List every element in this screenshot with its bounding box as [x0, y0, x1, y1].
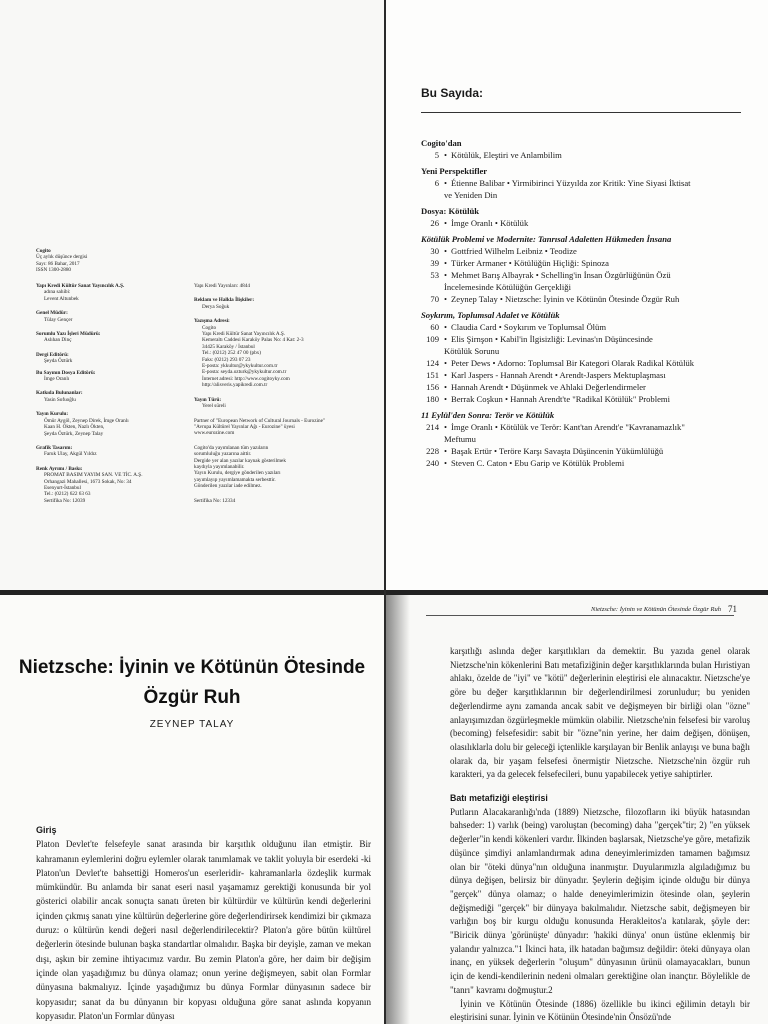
bullet-icon: •: [444, 322, 448, 332]
bullet-icon: •: [444, 458, 448, 468]
imprint-editor: Dergi Editörü: Şeyda Öztürk: [36, 351, 73, 365]
bullet-icon: •: [444, 394, 448, 404]
bullet-icon: •: [444, 294, 448, 304]
contents-section-heading: Cogito'dan: [421, 138, 462, 148]
imprint-board: Yayın Kurulu: Ömür Aygöl, Zeynep Direk, İmge Oranlı Kaan H. Ökten, Nazlı Ökten, Şeyda Öztürk, Zeynep Talay: [36, 411, 129, 437]
article-page-71: [386, 595, 768, 1024]
contents-page-number: 180: [426, 394, 439, 404]
page-gutter-shadow: [386, 595, 410, 1024]
contents-entry: [421, 393, 751, 405]
imprint-managing-editor: Sorumlu Yazı İşleri Müdürü: Aslıhan Dinç: [36, 331, 101, 344]
imprint-eurozine: Partner of "European Network of Cultural Journals - Eurozine" "Avrupa Kültürel Yayınlar Ağı - Eurozine" üyesi www.eurozine.com: [194, 417, 326, 437]
contents-page-number: 109: [426, 334, 439, 344]
page71-body: [450, 645, 750, 1024]
contents-entry-text: Steven C. Caton • Ebu Garip ve Kötülük Problemi: [451, 458, 625, 468]
contents-entry-text: İmge Oranlı • Kötülük: [451, 218, 529, 228]
contents-page-number: 156: [426, 382, 439, 392]
article-title-line2: Özgür Ruh: [143, 687, 241, 708]
bullet-icon: •: [444, 258, 448, 268]
imprint-owner: Yapı Kredi Kültür Sanat Yayıncılık A.Ş. adına sahibi: Levent Altunbek: [36, 283, 125, 302]
contents-page-number: 228: [426, 446, 439, 456]
imprint-publication-type: Yayın Türü: Yerel süreli: [194, 396, 226, 410]
paragraph: İyinin ve Kötünün Ötesinde (1886) özellikle bu ikinci eğilimin detaylı bir eleştirisini sunar. İyinin ve Kötünün Ötesinde'nin Önsözü'nde: [450, 998, 750, 1023]
bullet-icon: •: [444, 178, 448, 188]
journal-name: Cogito: [36, 248, 51, 254]
contents-entry: [421, 445, 751, 457]
contents-page-number: 39: [430, 258, 439, 268]
contents-entry: [421, 217, 751, 229]
contents-entry-text: Elis Şirnşon • Kabil'in İlgisizliği: Levinas'ın Düşüncesinde: [451, 334, 653, 344]
contents-section-heading: 11 Eylül'den Sonra: Terör ve Kötülük: [421, 410, 555, 420]
contents-entry-text: Türker Armaner • Kötülüğün Hiçliği: Spinoza: [451, 258, 609, 268]
bullet-icon: •: [444, 446, 448, 456]
intro-heading: Giriş: [36, 825, 57, 835]
contents-entry-text: Başak Ertür • Teröre Karşı Savaşta Düşüncenin Yükümlülüğü: [451, 446, 664, 456]
article-title-line1: Nietzsche: İyinin ve Kötünün Ötesinde: [18, 657, 366, 678]
contents-page-number: 240: [426, 458, 439, 468]
bullet-icon: •: [444, 358, 448, 368]
imprint-design: Grafik Tasarım: Faruk Ulay, Akgül Yıldız: [36, 444, 97, 458]
contents-entry-text: Berrak Coşkun • Hannah Arendt'te "Radikal Kötülük" Problemi: [451, 394, 670, 404]
contents-entry: [421, 177, 751, 189]
contents-section-heading: Kötülük Problemi ve Modernite: Tanrısal Adaletten Hükmeden İnsana: [421, 234, 672, 244]
contents-section-heading: Soykırım, Toplumsal Adalet ve Kötülük: [421, 310, 560, 320]
page-number: 71: [728, 604, 737, 614]
paragraph: karşıtlığı aslında değer karşıtlıkları da demektir. Bu yazıda genel olarak Nietzsche'nin kökenlerini Batı metafiziğinin değer karşıtlıklarında bulan Hıristiyan ahlakı, özelde de "iyi" ve "kötü" değerlerinin eleştirisi ele alınacaktır. Nietzsche'ye göre bu değer karşıtlıklarının bir değerlendirilmesi zorunludur; bu yeniden değerlendirme aynı zamanda ancak sabit ve değişmeyen bir birliği olan "özne" anlayışımızdan özgürleşmekle mümkün olabilir. Nietzsche'nin felsefesi bir varoluş (becoming) felsefesidir: sabit bir "özne"nin yerine, her daim değişen, dönüşen, olasılıklarla dolu bir geleceği içtenlikle karşılayan bir Benlik anlayışı ve buna bağlı olarak da, bir yaşam felsefesi önermiştir Nietzsche. Nietzsche'nin özgür ruh karakteri, ya da gelecek felsefecileri, bunu yapabilecek yetiye sahiptirler.: [450, 646, 750, 780]
contents-entry-continuation: Kötülük Sorunu: [444, 346, 500, 356]
contents-entry-text: Mehmet Barış Albayrak • Schelling'in İnsan Özgürlüğünün Özü: [451, 270, 671, 280]
contents-entry-continuation: ve Yeniden Din: [444, 190, 498, 200]
contents-entry: [421, 245, 751, 257]
imprint-left-column: [36, 283, 186, 512]
article-intro: [36, 823, 371, 1023]
contents-page-number: 124: [426, 358, 439, 368]
contents-entry-text: İmge Oranlı • Kötülük ve Terör: Kant'tan Arendt'e "Kavranamazlık": [451, 422, 685, 432]
contents-page-number: 151: [426, 370, 439, 380]
contents-entry-text: Zeynep Talay • Nietzsche: İyinin ve Kötünün Ötesinde Özgür Ruh: [451, 294, 680, 304]
contents-entry-text: Hannah Arendt • Düşünmek ve Ahlaki Değerlendirmeler: [451, 382, 646, 392]
contents-section-heading: Yeni Perspektifler: [421, 166, 488, 176]
contents-entry: [421, 257, 751, 269]
bullet-icon: •: [444, 246, 448, 256]
contents-entry: [421, 149, 751, 161]
contents-entry-continuation: Meftumu: [444, 434, 476, 444]
contents-page: [386, 0, 768, 590]
imprint-certificate: Sertifika No: 12334: [194, 497, 236, 504]
running-head: Nietzsche: İyinin ve Kötünün Ötesinde Özgür Ruh: [591, 606, 721, 613]
contents-entry: [421, 357, 751, 369]
bullet-icon: •: [444, 150, 448, 160]
spread-divider-vertical: [384, 0, 386, 1024]
imprint-printing: Renk Ayrımı / Baskı: PROMAT BASIM YAYIM SAN. VE TİC. A.Ş. Orhangazi Mahallesi, 1673 Sokak, No: 34 Esenyurt-İstanbul Tel.: (0212) 622 63 63 Sertifika No: 12039: [36, 465, 143, 504]
imprint-publication-no: Yapı Kredi Yayınları: 4844: [194, 283, 250, 289]
contents-page-number: 6: [434, 178, 439, 188]
contents-page-number: 70: [430, 294, 439, 304]
paragraph: Putların Alacakaranlığı'nda (1889) Nietzsche, filozofların iki büyük hatasından bahseder: 1) varlık (being) varoluştan (becoming) daha "gerçek"tir; 2) "en yüksek değerler"in kendi kökenleri vardır. İlkinden başlarsak, Nietzsche'ye göre, metafizik düşünce şimdiyi anlamlandırmak adına deneyimlerimizden tamamen bağımsız olan bir "öteki dünya"nın olduğuna inanmıştır. Duyularımızla algıladığımız bu dünya değişen, belirsiz bir dünyadır. Şeylerin değişim içinde olduğu bir dünya "gerçek" dünya olamaz; o halde deneyimlerimizin ötesinde olan, şeylerin değişmediği "gerçek" bir dünyaya bakılmalıdır. Nietzsche sabit, değişmeyen bir varlığın boş bir kurgu olduğu konusunda Herakleitos'a katılarak, şöyle der: "Biricik dünya 'görünüşte' dünyadır: 'hakiki dünya' onun üstüne eklenmiş bir yalandır yalnızca."1 İkinci hata, ilk hatadan bağımsız değildir: öteki dünyaya olan inanç, en yüksek değerlerin "oluşum" dünyasının ürünü olamayacakları, bunun için de kendi-kendilerinin nedeni olmaları gerektiğine olan inançtır. Böylelikle de "tanrı" kavramı doğmuştur.2: [450, 806, 750, 995]
imprint-advertising: Reklam ve Halkla İlişkiler: Derya Soğuk: [194, 297, 255, 310]
contents-list: [421, 133, 751, 469]
bullet-icon: •: [444, 334, 448, 344]
imprint-address: Yazışma Adresi: Cogito Yapı Kredi Kültür Sanat Yayıncılık A.Ş. Kemeraltı Caddesi Karaköy Palas No: 4 Kat: 2-3 34425 Karaköy / İstanbul Tel.: (0212) 252 47 00 (pbx) Faks: (0212) 293 07 23 E-posta: ykkultur@ykykultur.com.tr E-posta: seyda.ozturk@ykykultur.com.tr İnternet adresi: http://www.cogitoyky.com http://alisveris.yapikredi.com.tr: [194, 318, 304, 389]
running-head-rule: [426, 615, 734, 616]
contents-page-number: 30: [430, 246, 439, 256]
contents-entry-text: Étienne Balibar • Yirmibirinci Yüzyılda zor Kritik: Yine Siyasi İktisat: [451, 178, 691, 188]
contents-entry: [421, 421, 751, 433]
contents-entry: [421, 321, 751, 333]
contents-title: Bu Sayıda:: [421, 86, 484, 100]
journal-info: Cogito Üç aylık düşünce dergisi Sayı: 86 Bahar, 2017 ISSN 1300-2880: [36, 248, 186, 274]
contents-page-number: 53: [430, 270, 439, 280]
bullet-icon: •: [444, 218, 448, 228]
contents-entry: [421, 333, 751, 345]
bullet-icon: •: [444, 270, 448, 280]
article-opening-page: [0, 595, 384, 1024]
bullet-icon: •: [444, 382, 448, 392]
contents-page-number: 5: [434, 150, 439, 160]
contents-entry: [421, 293, 751, 305]
bullet-icon: •: [444, 370, 448, 380]
contents-entry-text: Kötülük, Eleştiri ve Anlambilim: [451, 150, 562, 160]
imprint-general-manager: Genel Müdür: Tülay Gençer: [36, 310, 73, 323]
section-heading: Batı metafiziği eleştirisi: [450, 793, 548, 804]
imprint-contributors: Katkıda Bulunanlar: Yasin Sofuoğlu: [36, 390, 83, 403]
contents-entry-text: Claudia Card • Soykırım ve Toplumsal Ölüm: [451, 322, 607, 332]
contents-entry-text: Gottfried Wilhelm Leibniz • Teodize: [451, 246, 577, 256]
contents-entry-text: Karl Jaspers - Hannah Arendt • Arendt-Jaspers Mektuplaşması: [451, 370, 666, 380]
imprint-dossier-editor: Bu Sayının Dosya Editörü: İmge Oranlı: [36, 369, 96, 383]
bullet-icon: •: [444, 422, 448, 432]
contents-page-number: 214: [426, 422, 439, 432]
intro-paragraph: Platon Devlet'te felsefeyle sanat arasında bir karşıtlık olduğunu ilan etmiştir. Bir kahramanın eylemlerini doğru eylemler olarak tanımlamak ve taklit yoluyla bir eserdeki -ki Platon'un Devlet'te bahsettiği Homeros'un eserleridir- kahramanlarla özdeşlik kurmak mümkündür. Bu anlamda bir sanat eseri nasıl yaşamamız gerektiği konusunda bir yol gösterici olabilir ancak sonuçta sanatı üreten bir kültürdür ve kültürün kendi değerlerini içinden çıkmış sanatı yine kültürün değerlerine göre değerlendirirsek kendimizi bir çıkmaza duruz: o kültürün kendi değeri nasıl değerlendirilecektir? Platon'a göre bütün kültürel değerlerin ötesinde bulunan başka standartlar olmalıdır. Başka bir deyişle, zaman ve mekan dışı, aşkın bir zemine ihtiyacımız vardır. Bu zemin Platon'a göre, her daim bir değişim içinde olan yaşadığımız bu dünya olamaz; onun yerine değişmeyen, sabit olan Formlar dünyasına bakmalıyız. İçinde yaşadığımız bu dünya Formlar dünyasının sadece bir kopyasıdır; sanat da bu dünyanın bir kopyası olduğuna göre sanat aslında kopyanın kopyasıdır. Platon'un Formlar dünyası: [36, 839, 371, 1021]
contents-entry-continuation: İncelemesinde Kötülüğün Gerçekliği: [444, 282, 571, 292]
imprint-page: [0, 0, 384, 590]
contents-section-heading: Dosya: Kötülük: [421, 206, 480, 216]
article-author: ZEYNEP TALAY: [149, 719, 235, 730]
contents-entry: [421, 381, 751, 393]
contents-entry: [421, 369, 751, 381]
contents-page-number: 26: [430, 218, 439, 228]
contents-entry-text: Peter Dews • Adorno: Toplumsal Bir Kategori Olarak Radikal Kötülük: [451, 358, 695, 368]
contents-divider: [421, 112, 741, 113]
contents-page-number: 60: [430, 322, 439, 332]
contents-entry: [421, 457, 751, 469]
imprint-disclaimer: Cogito'da yayımlanan tüm yazıların sorumluluğu yazarına aittir. Dergide yer alan yazılar kaynak gösterilmek kaydıyla yayımlanabilir. Yayın Kurulu, dergiye gönderilen yazıları yayımlayıp yayımlamamakta serbesttir. Gönderilen yazılar iade edilmez.: [194, 444, 286, 490]
contents-entry: [421, 269, 751, 281]
imprint-right-column: [194, 283, 369, 512]
